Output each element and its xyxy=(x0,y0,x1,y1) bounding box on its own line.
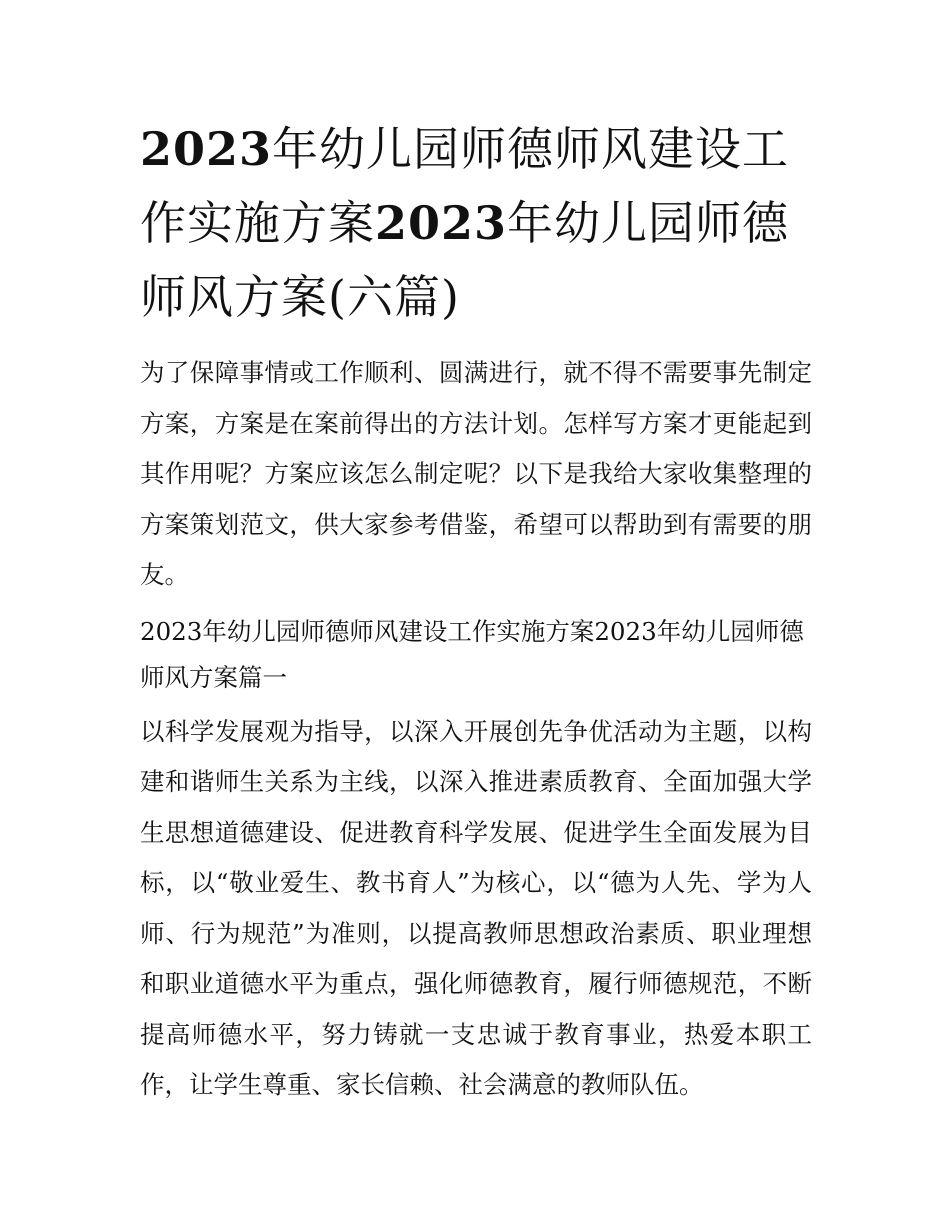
document-content xyxy=(140,112,812,1111)
title-text-1: 年幼儿园师德师风建设工作实施方案 xyxy=(140,122,790,250)
document-title xyxy=(140,112,812,334)
section-heading: 2023年幼儿园师德师风建设工作实施方案2023年幼儿园师德师风方案篇一 xyxy=(140,616,804,692)
section-body-paragraph: 以科学发展观为指导，以深入开展创先争优活动为主题，以构建和谐师生关系为主线，以深入推进素质教育、全面加强大学生思想道德建设、促进教育科学发展、促进学生全面发展为目标，以“敬业爱生、教书育人”为核心，以“德为人先、学为人师、行为规范”为准则，以提高教师思想政治素质、职业理想和职业道德水平为重点，强化师德教育，履行师德规范，不断提高师德水平，努力铸就一支忠诚于教育事业，热爱本职工作，让学生尊重、家长信赖、社会满意的教师队伍。 xyxy=(140,716,812,1099)
intro-paragraph: 为了保障事情或工作顺利、圆满进行，就不得不需要事先制定方案，方案是在案前得出的方法计划。怎样写方案才更能起到其作用呢？方案应该怎么制定呢？以下是我给大家收集整理的方案策划范文，供大家参考借鉴，希望可以帮助到有需要的朋友。 xyxy=(140,358,812,589)
title-text-2: 年幼儿园师德师风方案(六篇) xyxy=(140,196,790,324)
title-year-2: 2023 xyxy=(375,196,508,250)
title-year-1: 2023 xyxy=(140,122,273,176)
